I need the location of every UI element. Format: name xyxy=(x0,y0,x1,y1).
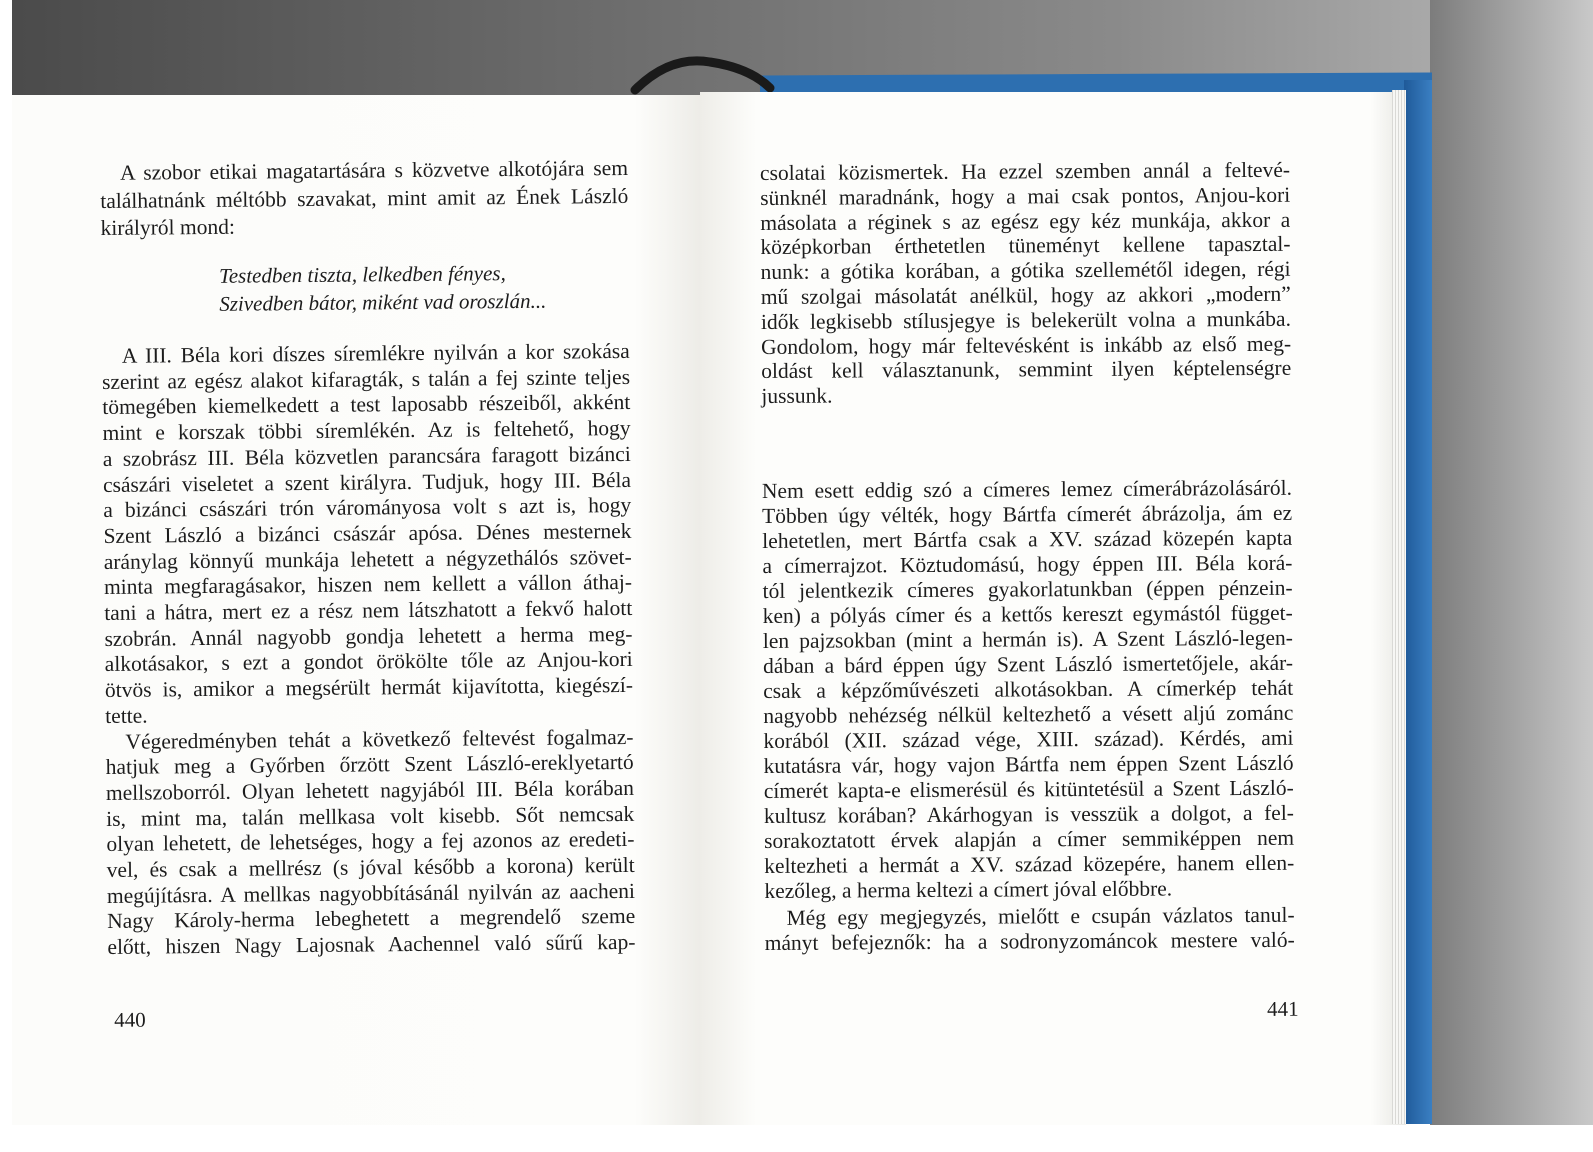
text-line: csak a képzőművészeti alkotásokban. A címerkép tehát xyxy=(763,675,1294,703)
text-line: Végeredményben tehát a következő feltevést fogalmaz- xyxy=(125,724,634,754)
text-line: nunk: a gótika korában, a gótika szellemétől idegen, régi xyxy=(760,256,1291,285)
text-line: aránylag könnyű munkája lehetett a négyzethálós szövet- xyxy=(103,544,632,574)
page-number-left: 440 xyxy=(114,1007,146,1032)
text-line: kultusz korában? Akárhogyan is vesszük a dolgot, a fel- xyxy=(763,800,1295,828)
text-line: császári viseletet a szent királyra. Tudjuk, hogy III. Béla xyxy=(102,467,632,497)
text-line: csolatai közismertek. Ha ezzel szemben annál a feltevé- xyxy=(759,157,1291,185)
text-line: találhatnánk méltóbb szavakat, mint amit az Ének László xyxy=(100,183,629,213)
text-line: jussunk. xyxy=(761,383,833,409)
text-line: Még egy megjegyzés, mielőtt e csupán vázlatos tanul- xyxy=(786,902,1295,930)
text-line: a bizánci császári trón várományosa volt s azt is, hogy xyxy=(103,493,632,523)
text-line: középkorban érthetetlen tüneményt kellene tapasztal- xyxy=(760,232,1291,260)
text-line: mellszoborról. Olyan lehetett nagyjából III. Béla korában xyxy=(105,775,635,805)
text-line: a címerrajzot. Köztudomású, hogy éppen III. Béla korá- xyxy=(762,550,1293,578)
text-line: Szent László a bizánci császár apósa. Dénes mesternek xyxy=(103,518,632,548)
text-line: Nagy Károly-herma lebeghetett a megrendelő szeme xyxy=(107,904,636,934)
text-line: kutatásra vár, hogy vajon Bártfa nem éppen Szent László xyxy=(763,750,1294,778)
text-line: kezőleg, a herma keltezi a címert jóval előbbre. xyxy=(764,876,1173,903)
text-line: nagyobb nehézség nélkül keltezhető a vésett aljú zománc xyxy=(763,700,1294,728)
text-line: idők legkisebb stílusjegye is belekerült volna a munkába. xyxy=(760,306,1291,334)
text-line: szerint az egész alakot kifaragták, s talán a fej szinte teljes xyxy=(101,364,631,394)
text-line: előtt, hiszen Nagy Lajosnak Aachennel való sűrű kap- xyxy=(107,929,636,960)
text-line: A III. Béla kori díszes síremlékre nyilván a kor szokása xyxy=(121,338,630,368)
page-edges xyxy=(1392,90,1406,1124)
text-line: is, mint ma, talán mellkasa volt kisebb. Sőt nemcsak xyxy=(106,801,635,831)
scanner-background-right xyxy=(1430,0,1593,1152)
text-line: vel, és csak a mellrész (s jóval később a korona) került xyxy=(106,852,635,882)
text-line: megújításra. A mellkas nagyobbításánál nyilván az aacheni xyxy=(106,878,636,908)
book-cover-edge xyxy=(1404,80,1432,1124)
text-line: ötvös is, amikor a megsérült hermát kijavította, kiegészí- xyxy=(104,673,634,703)
text-line: minta megfaragásakor, hiszen nem kellett a vállon áthaj- xyxy=(103,570,633,600)
text-line: keltezheti a hermát a XV. század közepére, hanem ellen- xyxy=(764,850,1295,878)
text-line: Gondolom, hogy már feltevésként is inkább az első meg- xyxy=(761,331,1292,359)
text-line: szobrán. Annál nagyobb gondja lehetett a herma meg- xyxy=(104,621,633,651)
text-line: oldást kell választanunk, semmint ilyen képtelenségre xyxy=(761,356,1292,384)
text-line: hatjuk meg a Győrben őrzött Szent László-ereklyetartó xyxy=(105,750,634,780)
text-line: dában a bárd éppen úgy Szent László ismertetőjele, akár- xyxy=(762,650,1294,678)
text-line: mű szolgai másolatát anélkül, hogy az akkori „modern” xyxy=(760,281,1291,309)
text-line: tette. xyxy=(105,703,148,728)
text-line: olyan lehetett, de lehetséges, hogy a fej azonos az eredeti- xyxy=(106,827,635,857)
text-line: Többen úgy vélték, hogy Bártfa címerét ábrázolja, ám ez xyxy=(762,500,1293,528)
text-line: Nem esett eddig szó a címeres lemez címerábrázolásáról. xyxy=(761,475,1293,503)
text-line: tól jelentkezik címeres gyakorlatunkban (éppen pénzein- xyxy=(762,575,1293,603)
text-line: mint e korszak többi síremlékén. Az is feltehető, hogy xyxy=(102,416,631,446)
text-line: tani a hátra, mert ez a rész nem látszhatott a fekvő halott xyxy=(104,595,633,625)
text-line: korából (XII. század vége, XIII. század). Kérdés, ami xyxy=(763,725,1294,753)
text-line: mányt befejeznők: ha a sodronyzománcok mestere való- xyxy=(764,927,1295,955)
text-line: címerét kapta-e elismerésül és kitüntetésül a Szent László- xyxy=(763,775,1294,803)
poem-line: Testedben tiszta, lelkedben fényes, xyxy=(218,261,506,288)
poem-line: Szivedben bátor, miként vad oroszlán... xyxy=(219,288,547,316)
text-line: ken) a pólyás címer és a kettős kereszt egymástól függet- xyxy=(762,600,1293,628)
text-line: sorakoztatott érvek alapján a címer semmiképpen nem xyxy=(764,825,1295,853)
page-number-right: 441 xyxy=(1267,996,1299,1021)
scan-bottom-margin xyxy=(0,1125,1593,1152)
text-line: másolata a réginek s az egész egy kéz munkája, akkor a xyxy=(760,207,1291,235)
text-line: A szobor etikai magatartására s közvetve alkotójára sem xyxy=(119,155,629,185)
text-line: alkotásakor, s ezt a gondot örökölte tőle az Anjou-kori xyxy=(104,647,633,677)
text-line: királyról mond: xyxy=(100,214,236,240)
text-line: tömegében kiemelkedett a test laposabb részeiből, akként xyxy=(102,390,631,420)
text-line: a szobrász III. Béla közvetlen parancsára faragott bizánci xyxy=(102,441,631,471)
text-line: lehetetlen, mert Bártfa csak a XV. század közepén kapta xyxy=(762,525,1293,553)
text-line: len pajzsokban (mint a hermán is). A Szent László-legen- xyxy=(762,625,1293,653)
scan-margin xyxy=(0,0,12,1152)
text-line: sünknél maradnánk, hogy a mai csak pontos, Anjou-kori xyxy=(760,182,1291,210)
